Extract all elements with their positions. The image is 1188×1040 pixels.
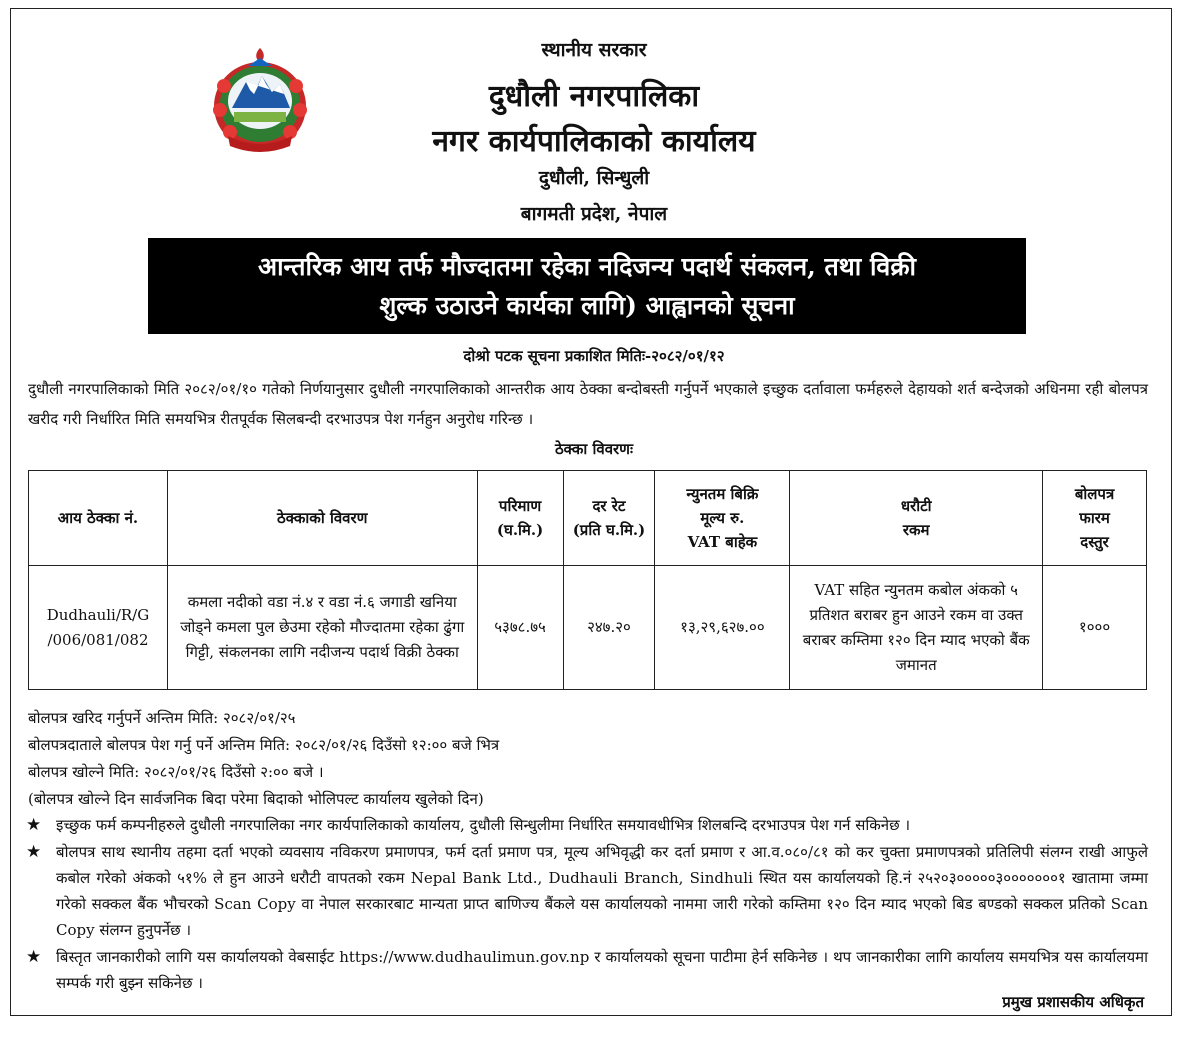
conditions-list [26, 812, 1148, 997]
signatory-title: प्रमुख प्रशासकीय अधिकृत [1002, 993, 1144, 1011]
cell-rate: २४७.२० [563, 566, 655, 690]
deadline-list [28, 705, 499, 813]
list-item [26, 944, 1148, 996]
header-address: दुधौली, सिन्धुली [538, 167, 650, 189]
table-row [29, 566, 1147, 690]
star-bullet-icon: ★ [26, 842, 42, 862]
star-bullet-icon: ★ [26, 947, 42, 967]
col-header-min-price: न्युनतम बिक्रि मूल्य रु. VAT बाहेक [655, 471, 790, 566]
condition-text: बिस्तृत जानकारीको लागि यस कार्यालयको वेबसाईट https://www.dudhaulimun.gov.np र कार्यालयको सूचना पाटीमा हेर्न सकिनेछ । थप जानकारीका लागि कार्यालय समयभित्र यस कार्यालयमा सम्पर्क गरी बुझ्न सकिनेछ । [56, 948, 1148, 992]
opening-date: बोलपत्र खोल्ने मिति: २०८२/०१/२६ दिउँसो २:०० बजे । [28, 763, 324, 781]
header-local-government: स्थानीय सरकार [541, 39, 647, 61]
cell-description: कमला नदीको वडा नं.४ र वडा नं.६ जगाडी खनिया जोड्ने कमला पुल छेउमा रहेको मौज्दातमा रहेका ढुंगा गिट्टी, संकलनका लागि नदीजन्य पदार्थ विक्री ठेक्का [167, 566, 477, 690]
col-header-description: ठेक्काको विवरण [167, 471, 477, 566]
col-header-quantity: परिमाण (घ.मि.) [477, 471, 563, 566]
notice-title-line2: शुल्क उठाउने कार्यका लागि) आह्वानको सूचना [379, 291, 795, 320]
condition-text: इच्छुक फर्म कम्पनीहरुले दुधौली नगरपालिका नगर कार्यपालिकाको कार्यालय, दुधौली सिन्धुलीमा निर्धारित समयावधीभित्र शिलबन्दि दरभाउपत्र पेश गर्न सकिनेछ । [56, 816, 911, 834]
list-item [26, 839, 1148, 943]
header-municipality-name: दुधौली नगरपालिका [488, 79, 700, 114]
col-header-form-fee: बोलपत्र फारम दस्तुर [1043, 471, 1147, 566]
header-province: बागमती प्रदेश, नेपाल [520, 203, 668, 225]
cell-form-fee: १००० [1043, 566, 1147, 690]
cell-quantity: ५३७८.७५ [477, 566, 563, 690]
purchase-deadline: बोलपत्र खरिद गर्नुपर्ने अन्तिम मिति: २०८२/०१/२५ [28, 709, 296, 727]
publish-date: दोश्रो पटक सूचना प्रकाशित मितिः-२०८२/०१/१२ [463, 347, 725, 365]
holiday-note: (बोलपत्र खोल्ने दिन सार्वजनिक बिदा परेमा बिदाको भोलिपल्ट कार्यालय खुलेको दिन) [28, 790, 484, 808]
col-header-rate: दर रेट (प्रति घ.मि.) [563, 471, 655, 566]
notice-title-line1: आन्तरिक आय तर्फ मौज्दातमा रहेका नदिजन्य पदार्थ संकलन, तथा विक्री [258, 252, 916, 281]
cell-min-price: १३,२९,६२७.०० [655, 566, 790, 690]
header-office-name: नगर कार्यपालिकाको कार्यालय [432, 124, 756, 159]
cell-guarantee: VAT सहित न्युनतम कबोल अंकको ५ प्रतिशत बराबर हुन आउने रकम वा उक्त बराबर कम्तिमा १२० दिन म्याद भएको बैंक जमानत [790, 566, 1043, 690]
condition-text: बोलपत्र साथ स्थानीय तहमा दर्ता भएको व्यवसाय नविकरण प्रमाणपत्र, फर्म दर्ता प्रमाण पत्र, मूल्य अभिवृद्धी कर दर्ता प्रमाण र आ.व.०८०/८१ को कर चुक्ता प्रमाणपत्रको प्रतिलिपी संलग्न राखी आफुले कबोल गरेको अंकको ५१% ले हुन आउने धरौटी वापतको रकम Nepal Bank Ltd., Dudhauli Branch, Sindhuli स्थित यस कार्यालयको हि.नं २५२०३०००००३०००००००१ खातामा जम्मा गरेको सक्कल बैंक भौचरको Scan Copy वा नेपाल सरकारबाट मान्यता प्राप्त बाणिज्य बैंकले यस कार्यालयको नाममा जारी गरेको कम्तिमा १२० दिन म्याद भएको बिड बण्डको सक्कल प्रतिको Scan Copy संलग्न हुनुपर्नेछ । [56, 843, 1148, 939]
notice-title-banner [148, 238, 1026, 334]
table-caption: ठेक्का विवरणः [554, 440, 634, 458]
star-bullet-icon: ★ [26, 815, 42, 835]
col-header-contract-no: आय ठेक्का नं. [29, 471, 168, 566]
contract-table [28, 470, 1147, 690]
intro-paragraph: दुधौली नगरपालिकाको मिति २०८२/०१/१० गतेको निर्णयानुसार दुधौली नगरपालिकाको आन्तरीक आय ठेक्का बन्दोबस्ती गर्नुपर्ने भएकाले इच्छुक दर्तावाला फर्महरुले देहायको शर्त बन्देजको अधिनमा रही बोलपत्र खरीद गरी निर्धारित मिति समयभित्र रीतपूर्वक सिलबन्दी दरभाउपत्र पेश गर्नहुन अनुरोध गरिन्छ । [28, 380, 1148, 428]
table-header-row [29, 471, 1147, 566]
col-header-guarantee: धरौटी रकम [790, 471, 1043, 566]
cell-contract-no: Dudhauli/R/G /006/081/082 [29, 566, 168, 690]
submission-deadline: बोलपत्रदाताले बोलपत्र पेश गर्नु पर्ने अन्तिम मिति: २०८२/०१/२६ दिउँसो १२:०० बजे भित्र [28, 736, 500, 754]
list-item [26, 812, 1148, 838]
